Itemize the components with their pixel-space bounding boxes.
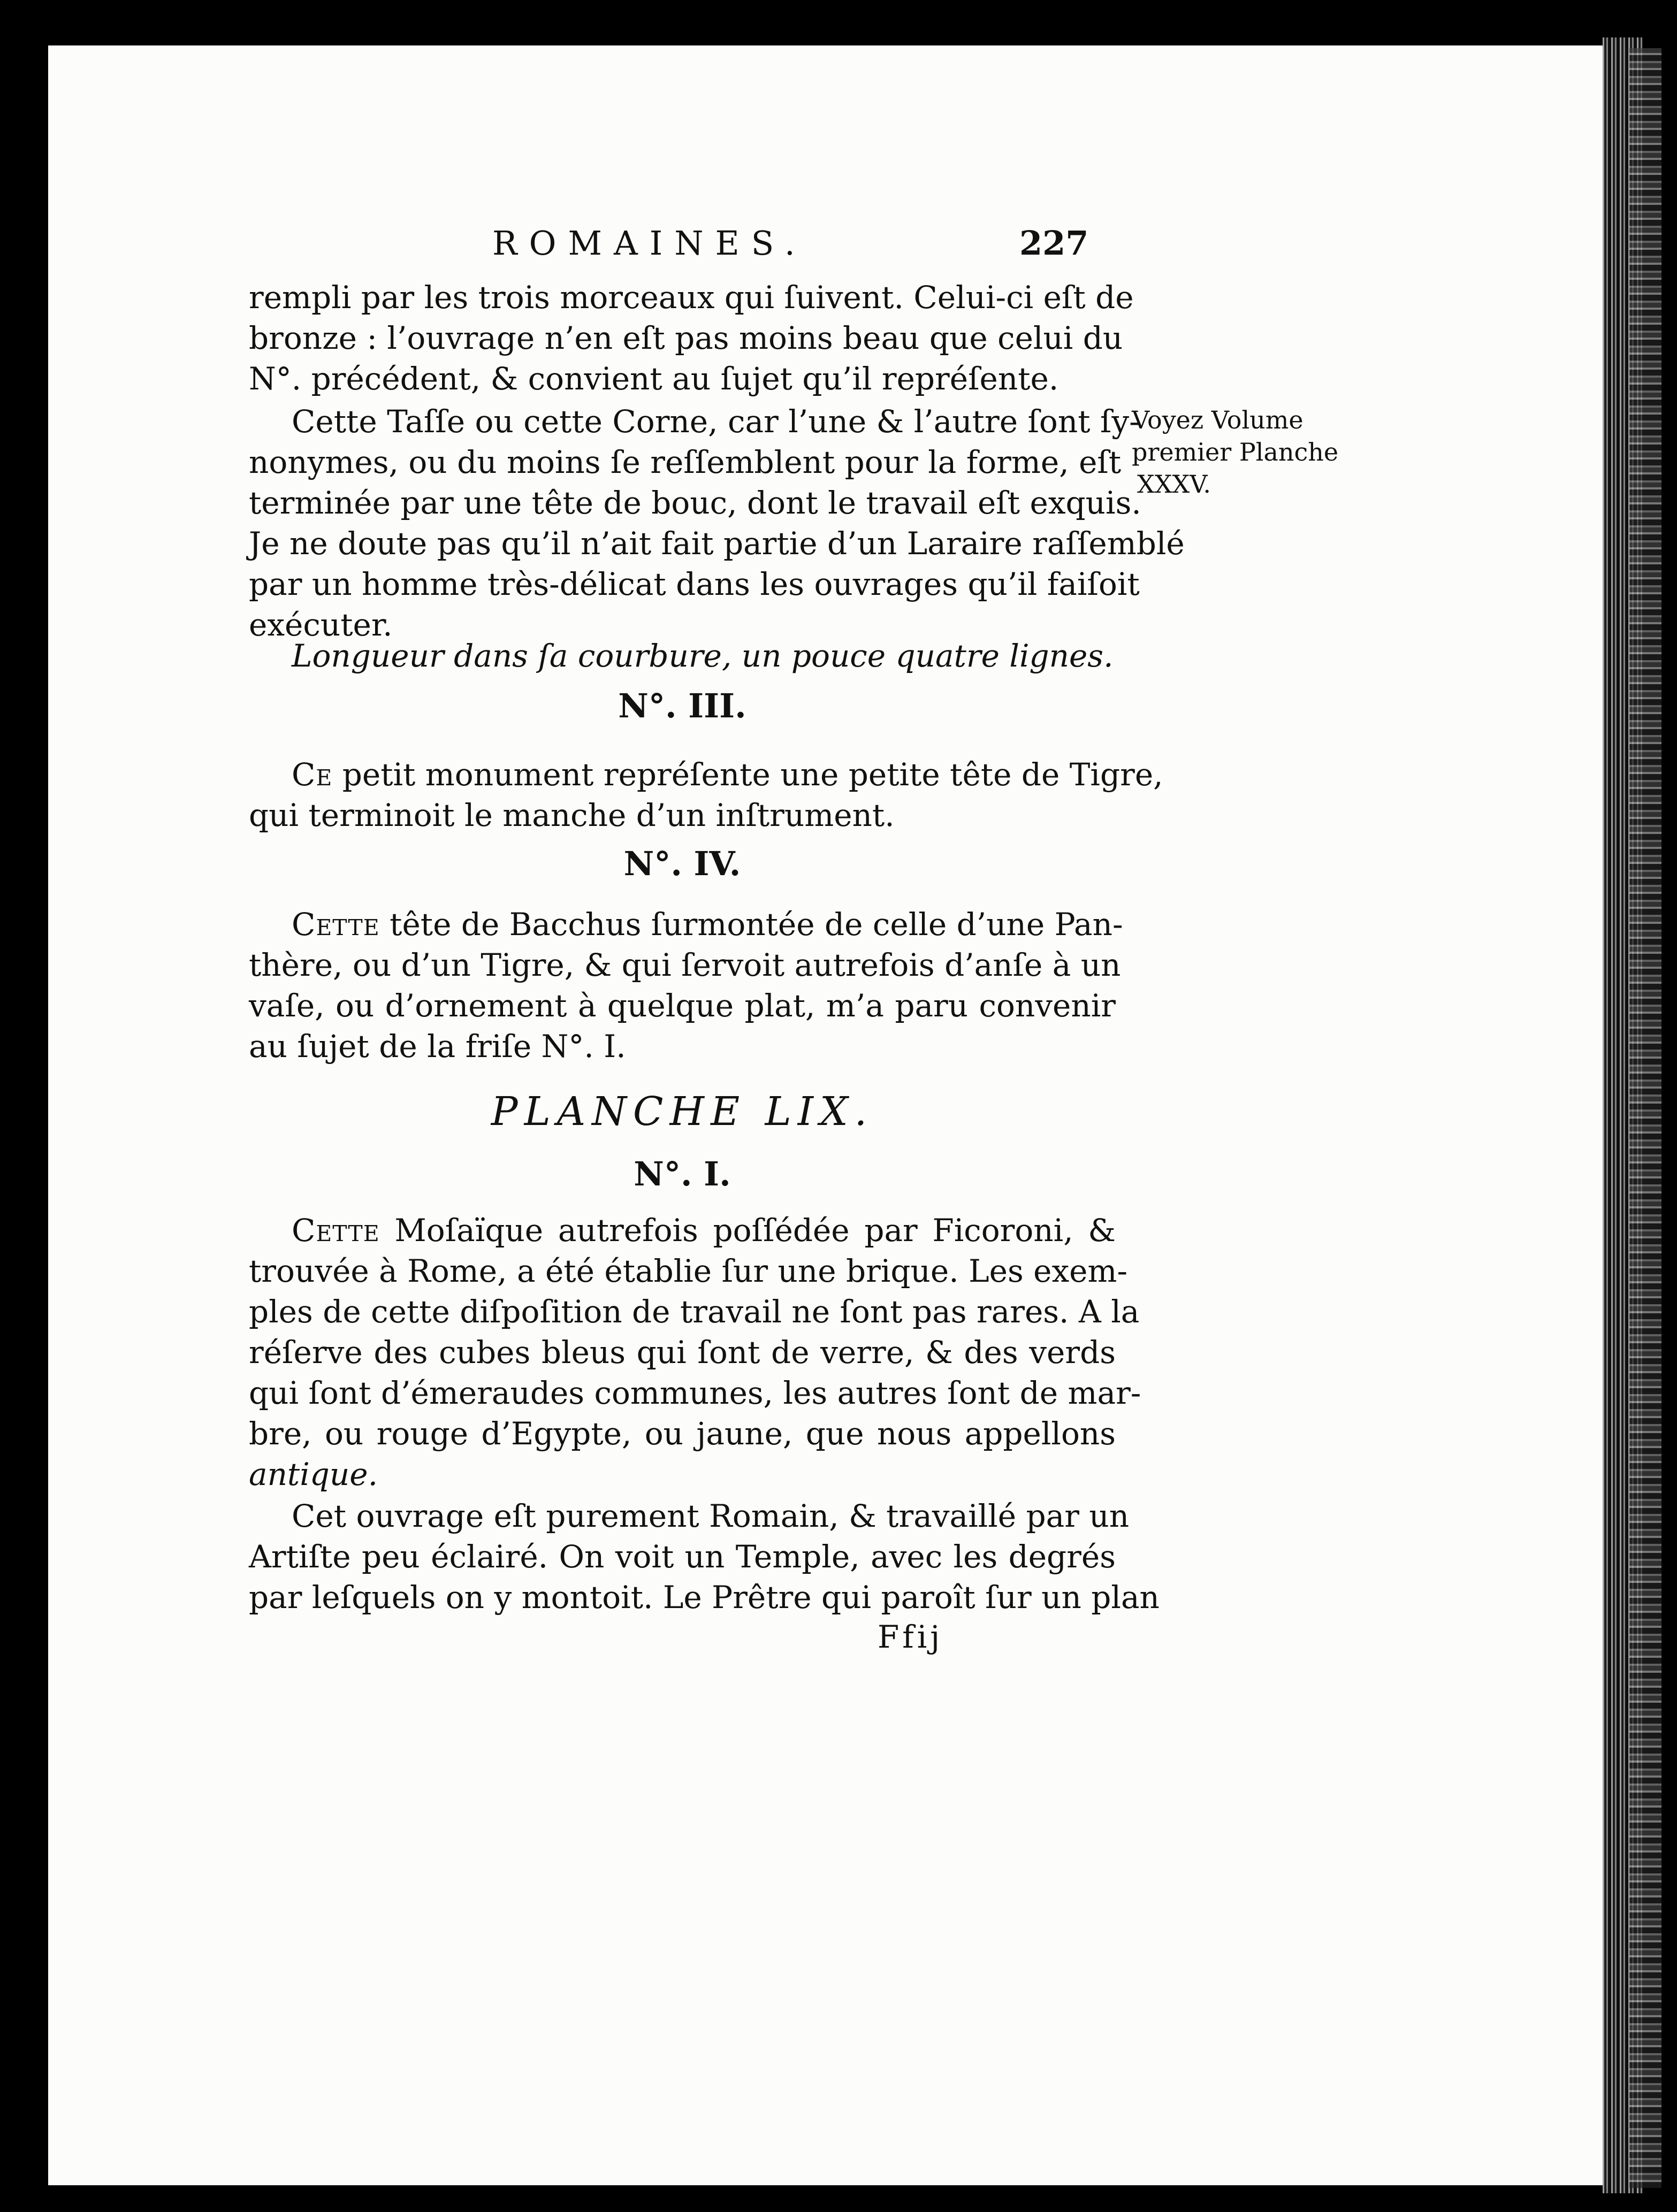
margin-note-line: Voyez Volume: [1132, 405, 1304, 434]
margin-note-line: premier Planche: [1132, 438, 1339, 466]
text-line: antique.: [249, 1456, 378, 1492]
lead-word: Cette: [292, 906, 380, 943]
text-line: au ſujet de la friſe N°. I.: [249, 1028, 626, 1065]
text-line: qui terminoit le manche d’un inſtrument.: [249, 797, 895, 833]
text-line: terminée par une tête de bouc, dont le travail eſt exquis.: [249, 485, 1141, 521]
text-line: exécuter.: [249, 607, 393, 643]
text-line: [249, 904, 1123, 945]
text-line: vaſe, ou d’ornement à quelque plat, m’a paru convenir: [249, 988, 1116, 1024]
text-line: N°. précédent, & convient au ſujet qu’il repréſente.: [249, 361, 1059, 397]
line-rest: petit monument repréſente une petite tête de Tigre,: [332, 756, 1163, 793]
text-line: Artiſte peu éclairé. On voit un Temple, avec les degrés: [249, 1539, 1116, 1575]
plate-title: PLANCHE LIX.: [491, 1089, 874, 1135]
text-line: bre, ou rouge d’Egypte, ou jaune, que nous appellons: [249, 1415, 1116, 1452]
text-line: Je ne doute pas qu’il n’ait fait partie d’un Laraire raſſemblé: [249, 525, 1185, 562]
text-line: [249, 1210, 1116, 1251]
lead-word: Ce: [292, 756, 333, 793]
text-line: par leſquels on y montoit. Le Prêtre qui paroît ſur un plan: [249, 1579, 1160, 1616]
section-heading-iv: N°. IV.: [623, 844, 741, 883]
text-line: [249, 754, 1163, 795]
text-line: ples de cette diſpoſition de travail ne ſont pas rares. A la: [249, 1293, 1140, 1330]
margin-note: [1132, 404, 1356, 500]
signature-mark: Ffij: [878, 1619, 943, 1655]
line-rest: tête de Bacchus ſurmontée de celle d’une Pan-: [379, 906, 1123, 943]
plate-heading: N°. I.: [634, 1154, 731, 1193]
text-line: bronze : l’ouvrage n’en eſt pas moins beau que celui du: [249, 320, 1123, 356]
lead-word: Cette: [292, 1212, 380, 1249]
text-line: qui ſont d’émeraudes communes, les autres ſont de mar-: [249, 1375, 1141, 1411]
binding-edge: [1629, 48, 1661, 2188]
line-rest: Moſaïque autrefois poſſédée par Ficoroni, &: [379, 1212, 1116, 1249]
measurement-line: Longueur dans ſa courbure, un pouce quatre lignes.: [292, 638, 1114, 674]
text-line: réſerve des cubes bleus qui ſont de verre, & des verds: [249, 1334, 1116, 1371]
running-title: ROMAINES.: [492, 224, 807, 263]
section-heading-iii: N°. III.: [618, 686, 746, 725]
text-line: nonymes, ou du moins ſe reſſemblent pour la forme, eſt: [249, 444, 1122, 480]
text-line: Cet ouvrage eſt purement Romain, & travaillé par un: [292, 1498, 1130, 1534]
text-line: par un homme très-délicat dans les ouvrages qu’il faiſoit: [249, 566, 1140, 602]
text-line: rempli par les trois morceaux qui ſuivent. Celui-ci eſt de: [249, 279, 1134, 316]
text-line: thère, ou d’un Tigre, & qui ſervoit autrefois d’anſe à un: [249, 947, 1121, 983]
margin-note-line: XXXV.: [1137, 470, 1211, 499]
text-line: trouvée à Rome, a été établie ſur une brique. Les exem-: [249, 1253, 1128, 1289]
text-line: Cette Taſſe ou cette Corne, car l’une & l’autre ſont ſy-: [292, 403, 1140, 440]
page-number: 227: [1019, 224, 1089, 263]
